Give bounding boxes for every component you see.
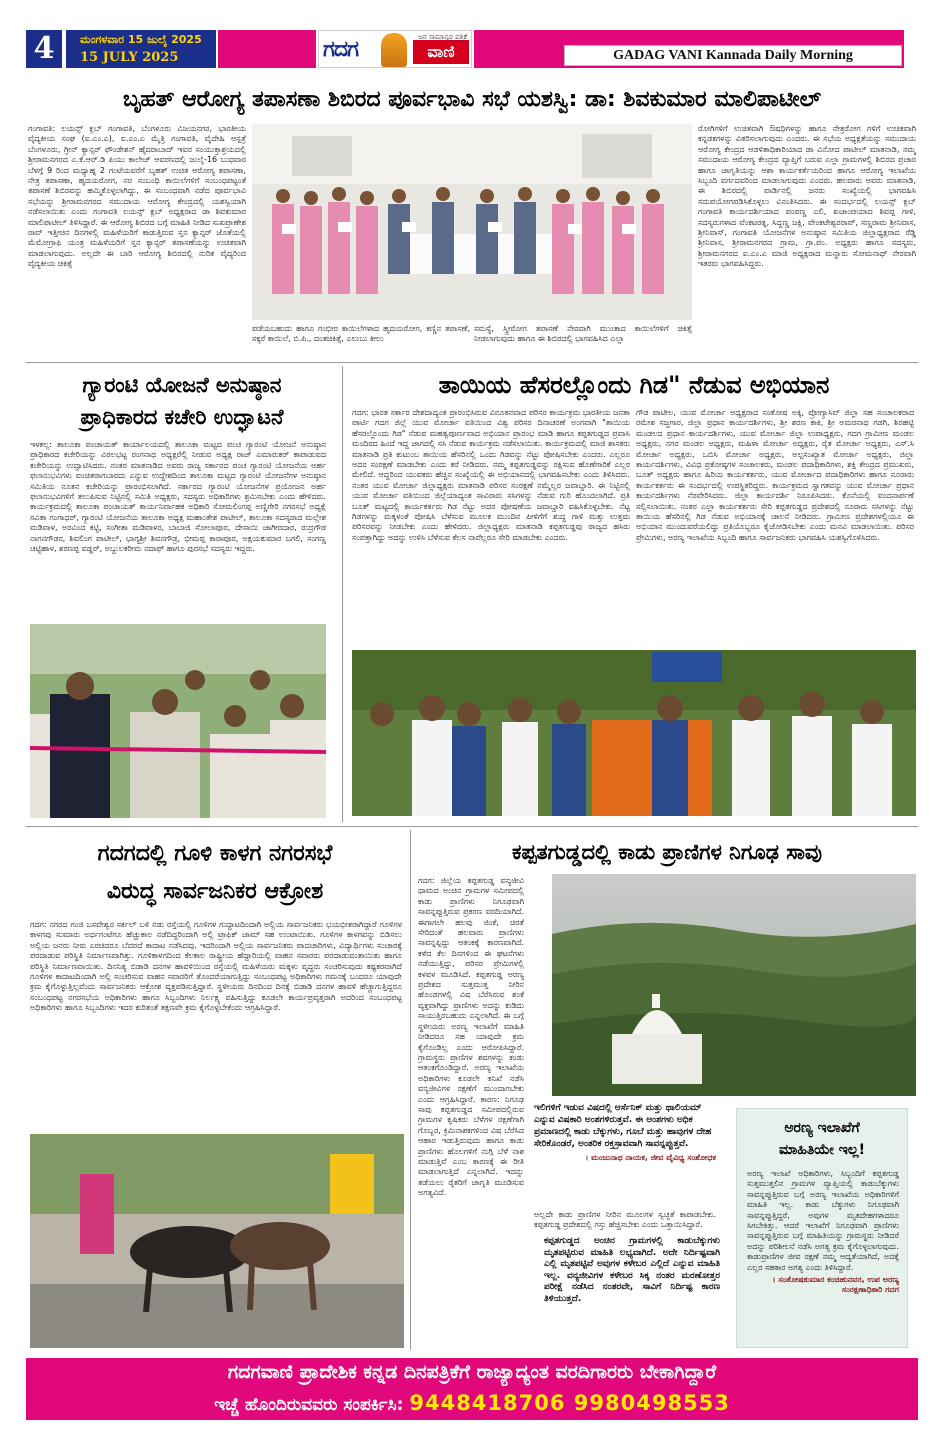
divider xyxy=(26,362,918,363)
sidebox-signature: । ಸಂತೋಷಕುಮಾರ ಕಂಚಿಹುನವರ, ಉಪ ಅರಣ್ಯ ಸಂರಕ್ಷಣಾಧಿಕಾರಿ ಗದಗ xyxy=(772,1275,899,1295)
logo-text-vani: ವಾಣಿ xyxy=(413,40,469,64)
story2-photo xyxy=(30,624,326,818)
story1-col1: ಗಂಗಾವತಿ: ಲಯನ್ಸ್ ಕ್ಲಬ್ ಗಂಗಾವತಿ, ಬೆಂಗಳೂರು ವಿಜಯನಗರ, ಭಾರತೀಯ ವೈದ್ಯಕೀಯ ಸಂಘ (ಐ.ಎಂ.ಎ), ಐ.ಎಂ.ಎ ಮೈತ್ರಿ ಗಂಗಾವತಿ, ವೈದೇಹಿ ಆಸ್ಪತ್ರೆ ಬೆಂಗಳೂರು, ಗ್ರೀನ್ ಕ್ಯಾನ್ಸರ್ ಫೌಂಡೇಶನ್ ಹೈದರಾಬಾದ್ ಇವರ ಸಂಯುಕ್ತಾಶ್ರಯದಲ್ಲಿ ಶ್ರೀರಾಮನಗರದ ಎ.ಕೆ.ಆರ್.ಡಿ ಪಿಯು ಕಾಲೇಜ್ ಆವರಣದಲ್ಲಿ ಜುಲೈ-16 ಬುಧವಾರ ಬೆಳಗ್ಗೆ 9 ರಿಂದ ಮಧ್ಯಾಹ್ನ 2 ಗಂಟೆಯವರೆಗೆ ಬೃಹತ್ ಉಚಿತ ಆರೋಗ್ಯ ತಪಾಸಣಾ, ನೇತ್ರ ತಪಾಸಣಾ, ಹೃದಯರೋಗ, ನರ ಸಂಬಂಧಿ ಕಾಯಿಲೆಗಳಿಗೆ ಸಂಬಂಧಪಟ್ಟಂತೆ ತಪಾಸಣೆ ಶಿಬಿರವನ್ನು ಹಮ್ಮಿಕೊಳ್ಳಲಾಗಿದ್ದು, ಈ ಸಂಬಂಧವಾಗಿ ನಡೆದ ಪೂರ್ವಭಾವಿ ಸಭೆಯನ್ನು ಶ್ರೀರಾಮನಗರದ ಸಮುದಾಯ ಆರೋಗ್ಯ ಕೇಂದ್ರದಲ್ಲಿ ಯಶಸ್ವಿಯಾಗಿ ನಡೆಸಲಾಯಿತು ಎಂದು ಗಂಗಾವತಿ ಲಯನ್ಸ್ ಕ್ಲಬ್ ಅಧ್ಯಕ್ಷರಾದ ಡಾ ಶಿವಕುಮಾರ ಮಾಲಿಪಾಟೀಲ್ ತಿಳಿಸಿದ್ದಾರೆ. ಈ ಆರೋಗ್ಯ ಶಿಬಿರದ ಬಗ್ಗೆ ಮಾಹಿತಿ ನೀಡಿದ ಸುಖಪ್ರಾಣೇಶ ರಾವ್ ಇತ್ತೀಚಿನ ದಿನಗಳಲ್ಲಿ ಮಹಿಳೆಯರಿಗೆ ಕಾಡುತ್ತಿರುವ ಸ್ತನ ಕ್ಯಾನ್ಸರ್ ಜೊತೆಯಲ್ಲಿ ಮೆಮೋಗ್ರಾಫಿ ಯಂತ್ರ ಮಹಿಳೆಯರಿಗೆ ಸ್ತನ ಕ್ಯಾನ್ಸರ್ ತಪಾಸಣೆಯನ್ನು ಉಚಿತವಾಗಿ ಮಾಡಲಾಗುವುದು. ಅಲ್ಲದೇ ಈ ಬಾರಿ ಆರೋಗ್ಯ ಶಿಬಿರದಲ್ಲಿ ನುರಿತ ವೈದ್ಯರಿಂದ ವೈದ್ಯಕೀಯ ಚಿಕಿತ್ಸೆ xyxy=(28,124,246,269)
sidebox-title-line1: ಅರಣ್ಯ ಇಲಾಖೆಗೆ xyxy=(784,1120,860,1136)
date-kannada: ಮಂಗಳವಾರ 15 ಜುಲೈ 2025 xyxy=(80,33,202,46)
story4-headline-line1: ಗದಗದಲ್ಲಿ ಗೂಳಿ ಕಾಳಗ ನಗರಸಭೆ xyxy=(97,841,333,866)
divider xyxy=(342,366,343,822)
header-band-left xyxy=(218,30,316,68)
story2-body: ಇಳಕಲ್ಲ: ತಾಲೂಕಾ ಪಂಚಾಯತ್ ಕಾರ್ಯಾಲಯದಲ್ಲಿ ತಾಲೂಕಾ ಮಟ್ಟದ ಪಂಚ ಗ್ಯಾರಂಟಿ ಯೋಜನೆ ಅನುಷ್ಠಾನ ಪ್ರಾಧಿಕಾರದ ಕಚೇರಿಯನ್ನು ವಿಠಲಭಟ್ಟ ರಂಗನಾಥ ಅಧ್ಯಕ್ಷರೆಲ್ಲಿ ನೀಡುವ ಅಧ್ಯಕ್ಷ ರಾಜ್ ಎಮಾರುಕರ್ ಕಾಪಾಡುವದ ಕಚೇರಿಯನ್ನು ಉದ್ಘಾಟಿಸಿದರು. ನಂತರ ಮಾತನಾಡಿದ ಅವರು ರಾಜ್ಯ ಸರ್ಕಾರದ ಪಂಚ ಗ್ಯಾರಂಟಿ ಯೋಜನೆಯ ಅರ್ಹ ಫಲಾನುಭವಿಗಳು ವಂಚಿತರಾಗಬಾರದು ಎನ್ನುವ ಉದ್ದೇಶದಿಂದ ತಾಲೂಕಾ ಮಟ್ಟದ ಗ್ಯಾರಂಟಿ ಯೋಜನೆಗಳ ಅನುಷ್ಠಾನ ಸಮಿತಿಯ ನೂತನ ಕಚೇರಿಯನ್ನು ಪ್ರಾರಂಭಿಸಲಾಗಿದೆ. ಸರ್ಕಾರದ ಗ್ಯಾರಂಟಿ ಯೋಜನೆಗಳ ಪ್ರಯೋಜನ ಅರ್ಹ ಫಲಾನುಭವಿಗಳಿಗೆ ತಲುಪಿಸುವ ನಿಟ್ಟಿನಲ್ಲಿ ಸಮಿತಿ ಅಧ್ಯಕ್ಷರು, ಸದಸ್ಯರು ಅಧಿಕಾರಿಗಳು ಶ್ರಮಿಸಬೇಕು ಎಂದು ಹೇಳಿದರು. ಕಾರ್ಯಕ್ರಮದಲ್ಲಿ ತಾಲೂಕಾ ಪಂಚಾಯತ್ ಕಾರ್ಯನಿರ್ವಾಹಕ ಅಧಿಕಾರಿ ಸೋಮಲಿಂಗಪ್ಪ ಅಣ್ಣಿಗೇರಿ ನಗರಸಭೆ ಅಧ್ಯಕ್ಷೆ ಸವಿತಾ ಗಂಗಾಧರ್, ಗ್ಯಾರಂಟಿ ಯೋಜನೆಯ ತಾಲೂಕಾ ಅಧ್ಯಕ್ಷ ಮಹಾಂತೇಶ ಪಾಟೀಲ್, ತಾಲೂಕಾ ಸದಸ್ಯರಾದ ಮಲ್ಲೇಶ ಮಡಿವಾಳ, ಅರವಿಂದ ಕಟ್ಟಿ, ಸಂಗೀತಾ ಮಡಿವಾಳರ, ಬಾಬಾಜಿ ಸೋಲಾಪೂರ, ದೇಸಾಯಿ ಜಾಗೀರದಾರ, ರುದ್ರಗೌಡ ನಾಗನಗೌಡರ, ಶಿವಲಿಂಗ ಪಾಟೀಲ್, ಭಾಗ್ಯಶ್ರೀ ಶಿವನಗೌಡ್ರ, ಭೀಮಪ್ಪ ಕಾರಾಪೂರ, ಅಕ್ಷಯಕುಮಾರ ಬಗಲಿ, ಸಂಗಣ್ಣ ಚಟ್ಟಿಹಾಳ, ಶರಣಪ್ಪ ವಡ್ಡರ್, ಅಬ್ದುಲಕರೀಮ ನದಾಫ್ ಹಾಗೂ ಪುರಸಭೆ ಸದಸ್ಯರು ಇದ್ದರು. xyxy=(30,440,326,554)
masthead-logo xyxy=(318,30,472,68)
story1-headline: ಬೃಹತ್ ಆರೋಗ್ಯ ತಪಾಸಣಾ ಶಿಬಿರದ ಪೂರ್ವಭಾವಿ ಸಭೆ ಯಶಸ್ವಿ: ಡಾ: ಶಿವಕುಮಾರ ಮಾಲಿಪಾಟೀಲ್ xyxy=(122,87,822,112)
story5-col1: ಗದಗ: ಜಿಲ್ಲೆಯ ಕಪ್ಪತಗುಡ್ಡ ವನ್ಯಜೀವಿ ಧಾಮದ ಅಂಚಿನ ಗ್ರಾಮಗಳ ಸಮೀಪದಲ್ಲಿ ಕಾಡು ಪ್ರಾಣಿಗಳು ನಿಗೂಢವಾಗಿ ಸಾವನ್ನಪ್ಪುತ್ತಿರುವ ಪ್ರಕರಣ ವರದಿಯಾಗಿದೆ. ಈಗಾಗಲೇ ಹಲವು ಜಿಂಕೆ, ಚಿರತೆ ಸೇರಿದಂತೆ ಹಲವಾರು ಪ್ರಾಣಿಗಳು ಸಾವನ್ನಪ್ಪಿದ್ದು ಆತಂಕಕ್ಕೆ ಕಾರಣವಾಗಿದೆ. ಕಳೆದ ಕೆಲ ದಿನಗಳಿಂದ ಈ ಘಟನೆಗಳು ನಡೆಯುತ್ತಿದ್ದು, ಪರಿಸರ ಪ್ರೇಮಿಗಳಲ್ಲಿ ಕಳವಳ ಮೂಡಿಸಿದೆ. ಕಪ್ಪತಗುಡ್ಡ ಅರಣ್ಯ ಪ್ರದೇಶದ ಸುತ್ತಮುತ್ತ ನೀರಿನ ಹೊಂಡಗಳಲ್ಲಿ ವಿಷ ಬೆರೆಸಿರುವ ಶಂಕೆ ವ್ಯಕ್ತವಾಗಿದ್ದು ಪ್ರಾಣಿಗಳು ಅದನ್ನು ಕುಡಿದು ಸಾಯುತ್ತಿರಬಹುದು ಎನ್ನಲಾಗಿದೆ. ಈ ಬಗ್ಗೆ ಸ್ಥಳೀಯರು ಅರಣ್ಯ ಇಲಾಖೆಗೆ ಮಾಹಿತಿ ನೀಡಿದರೂ ಸಹ ಯಾವುದೇ ಕ್ರಮ ಕೈಗೊಂಡಿಲ್ಲ ಎಂದು ಆರೋಪಿಸಿದ್ದಾರೆ. ಗ್ರಾಮಸ್ಥರು ಪ್ರಾಣಿಗಳ ಶವಗಳನ್ನು ಕಂಡು ಆತಂಕಗೊಂಡಿದ್ದಾರೆ. ಅರಣ್ಯ ಇಲಾಖೆಯ ಅಧಿಕಾರಿಗಳು ಕೂಡಲೇ ತನಿಖೆ ನಡೆಸಿ ವನ್ಯಜೀವಿಗಳ ರಕ್ಷಣೆಗೆ ಮುಂದಾಗಬೇಕು ಎಂದು ಆಗ್ರಹಿಸಿದ್ದಾರೆ. ಕಾರಣ: ನಿಗೂಢ ಸಾವು ಕಪ್ಪತಗುಡ್ಡದ ಸಮೀಪದಲ್ಲಿರುವ ಗ್ರಾಮಗಳ ಕೃಷಿಕರು ಬೆಳೆಗಳ ರಕ್ಷಣೆಗಾಗಿ ಗೊಬ್ಬರ, ಕ್ರಿಮಿನಾಶಕಗಳಿಂದ ವಿಷ ಬೆರೆಸಿದ ಆಹಾರ ಇಡುತ್ತಿರುವುದು ಹಾಗೂ ಕಾಡು ಪ್ರಾಣಿಗಳು ಹೊಲಗಳಿಗೆ ನುಗ್ಗಿ ಬೆಳೆ ನಾಶ ಮಾಡುತ್ತಿವೆ ಎಂಬ ಕಾರಣಕ್ಕೆ ಈ ರೀತಿ ಮಾಡಲಾಗುತ್ತಿದೆ ಎನ್ನಲಾಗಿದೆ. ಇದನ್ನು ತಡೆಯಲು ರೈತರಿಗೆ ಜಾಗೃತಿ ಮೂಡಿಸುವ ಅಗತ್ಯವಿದೆ. xyxy=(418,876,524,1198)
paper-name: GADAG VANI Kannada Daily Morning xyxy=(564,45,902,66)
story1-photo xyxy=(252,124,692,320)
story4-photo xyxy=(30,1134,404,1348)
logo-tagline: ಜನ ಸಾಮಾನ್ಯರ ಪತ್ರಿಕೆ xyxy=(418,33,467,41)
date-block xyxy=(66,30,216,68)
divider xyxy=(410,830,411,1350)
quote-text: ಇಲಿಗಳಿಗೆ ಇಡುವ ವಿಷದಲ್ಲಿ ಆರ್ಸೆನಿಕ್ ಮತ್ತು ಥಾಲಿಯಮ್ ಎನ್ನುವ ವಿಷಕಾರಿ ಅಂಶಗಳಿರುತ್ತವೆ. ಈ ಅಂಶಗಳು ಅಧಿಕ ಪ್ರಮಾಣದಲ್ಲಿ ಕಾಡು ಬೆಕ್ಕುಗಳು, ಗೂಬೆ ಮತ್ತು ಹಾವುಗಳ ದೇಹ ಸೇರಿಕೊಂಡರೆ, ಅಂತರಿಕ ರಕ್ತಸ್ರಾವವಾಗಿ ಸಾವನ್ನಪ್ಪುತ್ತವೆ. xyxy=(534,1103,712,1149)
divider xyxy=(26,826,918,827)
story1-col3: ಸಮಸ್ಯೆ, ಸ್ತ್ರೀರೋಗ ತಪಾಸಣೆ ನೇರವಾಗಿ ಮುಂತಾದ ಕಾಯಿಲೆಗಳಿಗೆ ಚಿಕಿತ್ಸೆ ನೀಡಲಾಗುವುದು ಹಾಗೂ ಈ ಶಿಬಿರದಲ್ಲಿ ಭಾಗವಹಿಸಿದ ಎಲ್ಲಾ xyxy=(474,324,692,344)
story5-col2: ಅಲ್ಲದೇ ಕಾಡು ಪ್ರಾಣಿಗಳ ನೀರಿನ ಮೂಲಗಳ ಸ್ವಚ್ಛತೆ ಕಾಪಾಡಬೇಕು. ಕಪ್ಪತಗುಡ್ಡ ಪ್ರದೇಶದಲ್ಲಿ ಗಸ್ತು ಹೆಚ್ಚಿಸಬೇಕು ಎಂದು ಒತ್ತಾಯಿಸಿದ್ದಾರೆ. xyxy=(534,1210,716,1230)
story3-col1: ಗದಗ: ಭಾರತ ಸರ್ಕಾರ ದೇಶದಾದ್ಯಂತ ಪ್ರಾರಂಭಿಸಿರುವ ವಿನೂತನವಾದ ಪರಿಸರ ಕಾರ್ಯಕ್ರಮ ಭಾರತೀಯ ಜನತಾ ಪಾರ್ಟಿ ಗದಗ ಜಿಲ್ಲೆ ಯುವ ಮೋರ್ಚಾ ವತಿಯಿಂದ ವಿಶ್ವ ಪರಿಸರ ದಿನಾಚರಣೆ ಅಂಗವಾಗಿ "ತಾಯಿಯ ಹೆಸರಲ್ಲೊಂದು ಗಿಡ" ನೆಡುವ ಮಹತ್ವಪೂರ್ಣವಾದ ಅಭಿಯಾನ ಪ್ರಾರಂಭ ಮಾಡಿ ಹಾಗೂ ಕಪ್ಪತಗುಡ್ಡದ ಪ್ರವಾಸಿ ಮಂದಿರದ ಹಿಂದೆ ಇದ್ದ ಜಾಗದಲ್ಲಿ ಸಸಿ ನೆಡುವ ಕಾರ್ಯಕ್ರಮ ನಡೆಸಲಾಯಿತು. ಕಾರ್ಯಕ್ರಮದಲ್ಲಿ ಮಾಜಿ ಶಾಸಕರು ಮಾತನಾಡಿ ಪ್ರತಿ ಕುಟುಂಬ ತಾಯಿಯ ಹೆಸರಿನಲ್ಲಿ ಒಂದು ಗಿಡವನ್ನು ನೆಟ್ಟು ಪೋಷಿಸಬೇಕು ಎಂದರು. ಎಲ್ಲರೂ ಅದರ ಸಂರಕ್ಷಣೆ ಮಾಡಬೇಕು ಎಂದು ಕರೆ ನೀಡಿದರು. ನಮ್ಮ ಕಪ್ಪತಗುಡ್ಡವನ್ನು ರಕ್ಷಿಸುವ ಹೊಣೆಗಾರಿಕೆ ಎಲ್ಲರ ಮೇಲಿದೆ. ಆದ್ದರಿಂದ ಯುವಕರು ಹೆಚ್ಚಿನ ಸಂಖ್ಯೆಯಲ್ಲಿ ಈ ಅಭಿಯಾನದಲ್ಲಿ ಭಾಗವಹಿಸಬೇಕು ಎಂದು ತಿಳಿಸಿದರು. ನಂತರ ಯುವ ಮೋರ್ಚಾ ಜಿಲ್ಲಾಧ್ಯಕ್ಷರು ಮಾತನಾಡಿ ಪರಿಸರ ಸಂರಕ್ಷಣೆ ನಮ್ಮೆಲ್ಲರ ಜವಾಬ್ದಾರಿ. ಈ ನಿಟ್ಟಿನಲ್ಲಿ ಯುವ ಮೋರ್ಚಾ ವತಿಯಿಂದ ಜಿಲ್ಲೆಯಾದ್ಯಂತ ಸಾವಿರಾರು ಸಸಿಗಳನ್ನು ನೆಡುವ ಗುರಿ ಹೊಂದಲಾಗಿದೆ. ಪ್ರತಿ ಬೂತ್ ಮಟ್ಟದಲ್ಲಿ ಕಾರ್ಯಕರ್ತರು ಗಿಡ ನೆಟ್ಟು ಅದರ ಪೋಷಣೆಯ ಜವಾಬ್ದಾರಿ ವಹಿಸಿಕೊಳ್ಳಬೇಕು. ನೆಟ್ಟ ಗಿಡಗಳನ್ನು ಮಕ್ಕಳಂತೆ ಪೋಷಿಸಿ ಬೆಳೆಸುವ ಮೂಲಕ ಮುಂದಿನ ಪೀಳಿಗೆಗೆ ಶುದ್ಧ ಗಾಳಿ ಮತ್ತು ಉತ್ತಮ ಪರಿಸರವನ್ನು ನೀಡಬೇಕು ಎಂದು ಹೇಳಿದರು. ಜಿಲ್ಲಾಧ್ಯಕ್ಷರು ಮಾತನಾಡಿ ಕಪ್ಪತಗುಡ್ಡವು ರಾಜ್ಯದ ಹಸಿರು ಸಂಪತ್ತಾಗಿದ್ದು ಅದನ್ನು ಉಳಿಸಿ ಬೆಳೆಸುವ ಕೆಲಸ ನಾವೆಲ್ಲರೂ ಸೇರಿ ಮಾಡಬೇಕು ಎಂದರು. xyxy=(352,408,630,542)
story5-headline: ಕಪ್ಪತಗುಡ್ಡದಲ್ಲಿ ಕಾಡು ಪ್ರಾಣಿಗಳ ನಿಗೂಢ ಸಾವು xyxy=(512,840,822,864)
story4-body: ಗದಗ: ನಗರದ ಗಂಜಿ ಬಸವೇಶ್ವರ ಸರ್ಕಲ್ ಬಳಿ ನಡು ರಸ್ತೆಯಲ್ಲಿ ಗೂಳಿಗಳ ಗುದ್ದಾಟದಿಂದಾಗಿ ಅಲ್ಲಿಯ ಸಾರ್ವಜನಿಕರು ಭಯಭೀತರಾಗಿದ್ದಾರೆ ಗೂಳಿಗಳ ಕಾಳಗವು ಸುಮಾರು ಅರ್ಧಗಂಟೆಗೂ ಹೆಚ್ಚುಕಾಲ ನಡೆದಿದ್ದರಿಂದಾಗಿ ಅಲ್ಲಿ ಟ್ರಾಫಿಕ್ ಜಾಮ್ ಸಹ ಉಂಟಾಯಿತು. ಗೂಳಿಗಳ ಕಾಳಗವನ್ನು ಬಿಡಿಸಲು ಅಲ್ಲಿಯ ಜನರು ನೀರು ಎರಚಿದರೂ ಬೆದರದೆ ಕಾದಾಟ ನಡೆಸಿದವು. ಇದರಿಂದಾಗಿ ಅಲ್ಲಿಯ ಸಾರ್ವಜನಿಕರು ಪಾದಚಾರಿಗಳು, ವಿದ್ಯಾರ್ಥಿಗಳು ಸಂಚಾರಕ್ಕೆ ಪರದಾಡುವ ಪರಿಸ್ಥಿತಿ ನಿರ್ಮಾಣವಾಗಿತ್ತು. ಗೂಳಿಕಾಳಗದಿಂದ ಕೆಲಕಾಲ ರಾಷ್ಟ್ರೀಯ ಹೆದ್ದಾರಿಯಲ್ಲಿ ವಾಹನ ಸವಾರರು ಪರದಾಡುವಂತಾಯಿತು ಹಾಗೂ ಪರಿಸ್ಥಿತಿ ನಿರ್ಮಾಣವಾಯಿತು. ದಿನನಿತ್ಯ ಬಿಡಾಡಿ ದನಗಳ ಹಾವಳಿಯಿಂದ ರಸ್ತೆಯಲ್ಲಿ ಮಹಿಳೆಯರು ಮಕ್ಕಳು ವೃದ್ಧರು ಸಂಚರಿಸುವುದು ಕಷ್ಟಕರವಾಗಿದೆ ಗೂಳಿಗಳ ಕಾದಾಟದಿಂದಾಗಿ ಅಲ್ಲಿ ಸಂಚರಿಸುವ ವಾಹನ ಸವಾರರಿಗೆ ತೊಂದರೆಯಾಗುತ್ತಿದ್ದು ಸಂಬಂಧಪಟ್ಟ ಅಧಿಕಾರಿಗಳು ಗಮನಕ್ಕೆ ಬಂದರೂ ಯಾವುದೇ ಕ್ರಮ ಕೈಗೊಳ್ಳುತ್ತಿಲ್ಲವೆಂದು ಸಾರ್ವಜನಿಕರು ಆಕ್ರೋಶ ವ್ಯಕ್ತಪಡಿಸುತ್ತಿದ್ದಾರೆ. ಸ್ಥಳೀಯರು ದಿನದಿಂದ ದಿನಕ್ಕೆ ಬಿಡಾಡಿ ದನಗಳ ಹಾವಳಿ ಹೆಚ್ಚಾಗುತ್ತಿದ್ದರೂ ಸಂಬಂಧಪಟ್ಟ ನಗರಸಭೆಯ ಅಧಿಕಾರಿಗಳು ಹಾಗೂ ಸಿಬ್ಬಂದಿಗಳು ನಿರ್ಲಕ್ಷ್ಯ ವಹಿಸುತ್ತಿದ್ದು ಕೂಡಲೇ ಕಾರ್ಯಪ್ರವೃತ್ತರಾಗಿ ಅದರಿಂದ ಸಂಬಂಧಪಟ್ಟ ಅಧಿಕಾರಿಗಳು ಹಾಗೂ ಸಿಬ್ಬಂದಿಗಳು ಇದರ ಕುರಿತಂತೆ ತಕ್ಷಣವೇ ಕ್ರಮ ಕೈಗೊಳ್ಳಬೇಕೆಂದು ಆಗ್ರಹಿಸಿದ್ದಾರೆ. xyxy=(30,920,402,1013)
story1-col2: ಪಡೆಯಬಹುದು ಹಾಗೂ ಗಂಭೀರ ಕಾಯಿಲೆಗಳಾದ ಹೃದಯರೋಗ, ಕಣ್ಣಿನ ತಪಾಸಣೆ, ಸಕ್ಕರೆ ಕಾಯಿಲೆ, ಬಿ.ಪಿ., ದಂತಚಿಕಿತ್ಸೆ, ಎಲುಬು ಕೀಲು xyxy=(252,324,470,344)
header-band-right xyxy=(474,30,904,68)
story3-headline: ತಾಯಿಯ ಹೆಸರಲ್ಲೊಂದು ಗಿಡ" ನೆಡುವ ಅಭಿಯಾನ xyxy=(438,371,830,399)
story5-photo xyxy=(552,874,916,1096)
logo-figure-icon xyxy=(381,33,407,67)
forest-dept-sidebox xyxy=(736,1108,908,1348)
story5-col3: ಕಪ್ಪತಗುಡ್ಡದ ಅಂಚಿನ ಗ್ರಾಮಗಳಲ್ಲಿ ಕಾಡುಬೆಕ್ಕುಗಳು ಮೃತಪಟ್ಟಿರುವ ಮಾಹಿತಿ ಲಭ್ಯವಾಗಿದೆ. ಅದೇ ನಿರ್ದಿಷ್ಟವಾಗಿ ಎಲ್ಲಿ ಮೃತಪಟ್ಟಿವೆ ಅವುಗಳ ಕಳೇಬರ ಎಲ್ಲಿದೆ ಎನ್ನುವ ಮಾಹಿತಿ ಇಲ್ಲ. ವನ್ಯಜೀವಿಗಳ ಕಳೇಬರ ಸಿಕ್ಕ ನಂತರ ಮರಣೋತ್ತರ ಪರೀಕ್ಷೆ ನಡೆಸಿದ ನಂತರವೇ, ಸಾವಿಗೆ ನಿರ್ದಿಷ್ಟ ಕಾರಣ ತಿಳಿಯುತ್ತದೆ. xyxy=(544,1236,720,1304)
story4-headline-line2: ವಿರುದ್ಧ ಸಾರ್ವಜನಿಕರ ಆಕ್ರೋಶ xyxy=(106,879,324,904)
story3-col2: ಗೌಡ ಪಾಟೀಲ, ಯುವ ಮೋರ್ಚಾ ಅಧ್ಯಕ್ಷರಾದ ಸಂತೋಷ ಅಕ್ಕಿ, ಪ್ರೋಗ್ಯಾಸಿವ್ ಜಿಲ್ಲಾ ಸಹ ಸಂಚಾಲಕರಾದ ರಮೇಶ ಸಜ್ಜಗಾರ, ಜಿಲ್ಲಾ ಪ್ರಧಾನ ಕಾರ್ಯದರ್ಶಿಗಳು, ಶ್ರೀ ಶರಣ ಕಾಕಿ, ಶ್ರೀ ಅಮರನಾಥ ಗಡಗಿ, ಶಿರಹಟ್ಟಿ ಮಂಡಲದ ಪ್ರಧಾನ ಕಾರ್ಯದರ್ಶಿಗಳು, ಯುವ ಮೋರ್ಚಾ ಜಿಲ್ಲಾ ಉಪಾಧ್ಯಕ್ಷರು, ಗದಗ ಗ್ರಾಮೀಣ ಮಂಡಲ ಅಧ್ಯಕ್ಷರು, ನಗರ ಮಂಡಲ ಅಧ್ಯಕ್ಷರು, ಮಹಿಳಾ ಮೋರ್ಚಾ ಅಧ್ಯಕ್ಷರು, ರೈತ ಮೋರ್ಚಾ ಅಧ್ಯಕ್ಷರು, ಎಸ್.ಸಿ ಮೋರ್ಚಾ ಅಧ್ಯಕ್ಷರು, ಒಬಿಸಿ ಮೋರ್ಚಾ ಅಧ್ಯಕ್ಷರು, ಅಲ್ಪಸಂಖ್ಯಾತ ಮೋರ್ಚಾ ಅಧ್ಯಕ್ಷರು, ಜಿಲ್ಲಾ ಕಾರ್ಯದರ್ಶಿಗಳು, ವಿವಿಧ ಪ್ರಕೋಷ್ಠಗಳ ಸಂಚಾಲಕರು, ಮಂಡಲ ಪದಾಧಿಕಾರಿಗಳು, ಶಕ್ತಿ ಕೇಂದ್ರದ ಪ್ರಮುಖರು, ಬೂತ್ ಅಧ್ಯಕ್ಷರು ಹಾಗೂ ಹಿರಿಯ ಕಾರ್ಯಕರ್ತರು, ಯುವ ಮೋರ್ಚಾದ ಪದಾಧಿಕಾರಿಗಳು ಹಾಗೂ ನೂರಾರು ಕಾರ್ಯಕರ್ತರು ಈ ಸಂದರ್ಭದಲ್ಲಿ ಉಪಸ್ಥಿತರಿದ್ದರು. ಕಾರ್ಯಕ್ರಮದ ಸ್ವಾಗತವನ್ನು ಯುವ ಮೋರ್ಚಾ ಪ್ರಧಾನ ಕಾರ್ಯದರ್ಶಿಗಳು ನೆರವೇರಿಸಿದರು. ಜಿಲ್ಲಾ ಕಾರ್ಯದರ್ಶಿ ನಿರೂಪಿಸಿದರು. ಕೊನೆಯಲ್ಲಿ ವಂದನಾರ್ಪಣೆ ಸಲ್ಲಿಸಲಾಯಿತು. ನಂತರ ಎಲ್ಲಾ ಕಾರ್ಯಕರ್ತರು ಸೇರಿ ಕಪ್ಪತಗುಡ್ಡದ ಪ್ರದೇಶದಲ್ಲಿ ನೂರಾರು ಸಸಿಗಳನ್ನು ನೆಟ್ಟು ತಾಯಿಯ ಹೆಸರಿನಲ್ಲಿ ಗಿಡ ನೆಡುವ ಅಭಿಯಾನಕ್ಕೆ ಚಾಲನೆ ನೀಡಿದರು. ಗ್ರಾಮೀಣ ಪ್ರದೇಶಗಳಲ್ಲಿಯೂ ಈ ಅಭಿಯಾನ ಮುಂದುವರೆಯಲಿದ್ದು ಪ್ರತಿಯೊಬ್ಬರೂ ಕೈಜೋಡಿಸಬೇಕು ಎಂದು ಮನವಿ ಮಾಡಲಾಯಿತು. ಪರಿಸರ ಪ್ರೇಮಿಗಳು, ಅರಣ್ಯ ಇಲಾಖೆಯ ಸಿಬ್ಬಂದಿ ಹಾಗೂ ಸಾರ್ವಜನಿಕರು ಭಾಗವಹಿಸಿ ಯಶಸ್ವಿಗೊಳಿಸಿದರು. xyxy=(636,408,914,542)
date-english: 15 JULY 2025 xyxy=(80,50,179,65)
page-number: 4 xyxy=(26,30,62,68)
story3-photo xyxy=(352,650,916,816)
quote-source: । ಮಂಜುನಾಥ ನಾಯಕ, ಜೀವ ವೈವಿಧ್ಯ ಸಂಶೋಧಕ xyxy=(585,1153,716,1162)
story1-col4: ರೋಗಿಗಳಿಗೆ ಉಚಿತವಾಗಿ ಔಷಧಿಗಳನ್ನು ಹಾಗೂ ನೇತ್ರರೋಗ ಗಳಿಗೆ ಉಚಿತವಾಗಿ ಕನ್ನಡಕಗಳನ್ನು ವಿತರಿಸಲಾಗುವುದು ಎಂದರು. ಈ ಸಭೆಯ ಅಧ್ಯಕ್ಷತೆಯನ್ನು ಸಮುದಾಯ ಆರೋಗ್ಯ ಕೇಂದ್ರದ ಆಡಳಿತಾಧಿಕಾರಿಯಾದ ಡಾ ವಿನೋದ ಪಾಟೀಲ್ ಮಾತನಾಡಿ, ನಮ್ಮ ಸಮುದಾಯ ಆರೋಗ್ಯ ಕೇಂದ್ರದ ವ್ಯಾಪ್ತಿಗೆ ಬರುವ ಎಲ್ಲಾ ಗ್ರಾಮಗಳಲ್ಲಿ ಶಿಬಿರದ ಪ್ರಚಾರ ಹಾಗೂ ಜಾಗೃತಿಯನ್ನು ಆಶಾ ಕಾರ್ಯಕರ್ತೆಯರಿಂದ ಹಾಗೂ ಆರೋಗ್ಯ ಇಲಾಖೆಯ ಸಿಬ್ಬಂದಿ ವರ್ಗದವರಿಂದ ಮಾಡಲಾಗುವುದು ಎಂದರು. ಹಲವಾರು ಅವರು ಮಾತನಾಡಿ, ಈ ಶಿಬಿರದಲ್ಲಿ ವಾರ್ಡಿನಲ್ಲಿ ಜನರು ಸಂಖ್ಯೆಯಲ್ಲಿ ಭಾಗವಹಿಸಿ ಸದುಪಯೋಗಪಡಿಸಿಕೊಳ್ಳಲು ವಿನಂತಿಸಿದರು. ಈ ಸಂದರ್ಭದಲ್ಲಿ ಲಯನ್ಸ್ ಕ್ಲಬ್ ಗಂಗಾವತಿ ಕಾರ್ಯದರ್ಶಿಯಾದ ಪಂಪಣ್ಣ ಎಲಿ, ಖಜಾಂಚಿಯಾದ ಶಿವಪ್ಪ ಗಾಳಿ, ಸದಸ್ಯರುಗಳಾದ ವೆಂಕಟರತ್ನ, ಸಿದ್ದಣ್ಣ ಜಕ್ಲಿ, ವೇಂಕಟೇಶ್ವರರಾವ್, ಸಣ್ಣರಾಮ ಶ್ರೀನಿವಾಸ, ಶ್ರೀನಿವಾಸ್, ಗಂಗಾವತಿ ಯೋಜನೆಗಳ ಅನುಷ್ಠಾನ ಸಮಿತಿಯ ಜಿಲ್ಲಾಧ್ಯಕ್ಷರಾದ ರೆಡ್ಡಿ ಶ್ರೀನಿವಾಸ, ಶ್ರೀರಾಮನಗರದ ಗ್ರಾಮ, ಗ್ರಾ.ಪಂ. ಅಧ್ಯಕ್ಷರು ಹಾಗೂ ಸದಸ್ಯರು, ಶ್ರೀರಾಮನಗರದ ಐ.ಎಂ.ಎ ಮಾಜಿ ಅಧ್ಯಕ್ಷರಾದ ಮನ್ನಾರು ಸೋಮನಾಥ್ ನೇರವಾಗಿ ಇತರರು ಭಾಗವಹಿಸಿದ್ದರು. xyxy=(698,124,916,269)
expert-quote xyxy=(534,1102,716,1208)
footer-phone-numbers: 9448418706 9980498553 xyxy=(409,1391,730,1415)
logo-text-gadaga: ಗದಗ xyxy=(323,37,359,62)
footer-contact-line xyxy=(26,1386,918,1420)
story2-headline-line2: ಪ್ರಾಧಿಕಾರದ ಕಚೇರಿ ಉದ್ಘಾಟನೆ xyxy=(80,405,284,429)
story2-headline-line1: ಗ್ಯಾರಂಟಿ ಯೋಜನೆ ಅನುಷ್ಠಾನ xyxy=(82,373,282,397)
footer-recruitment-line: ಗದಗವಾಣಿ ಪ್ರಾದೇಶಿಕ ಕನ್ನಡ ದಿನಪತ್ರಿಕೆಗೆ ರಾಜ್ಯಾದ್ಯಂತ ವರದಿಗಾರರು ಬೇಕಾಗಿದ್ದಾರೆ xyxy=(26,1358,918,1386)
sidebox-title-line2: ಮಾಹಿತಿಯೇ ಇಲ್ಲ! xyxy=(779,1142,865,1158)
footer-contact-label: ಇಚ್ಚೆ ಹೊಂದಿರುವವರು ಸಂಪರ್ಕಿಸಿ: xyxy=(214,1395,404,1415)
sidebox-body: ಅರಣ್ಯ ಇಲಾಖೆ ಅಧಿಕಾರಿಗಳು, ಸಿಬ್ಬಂದಿಗೆ ಕಪ್ಪತಗುಡ್ಡ ಸುತ್ತಮುತ್ತಲಿನ ಗ್ರಾಮಗಳ ವ್ಯಾಪ್ತಿಯಲ್ಲಿ ಕಾಡುಬೆಕ್ಕುಗಳು ಸಾವನ್ನಪ್ಪುತ್ತಿರುವ ಬಗ್ಗೆ ಅರಣ್ಯ ಇಲಾಖೆಯ ಅಧಿಕಾರಿಗಳಿಗೆ ಮಾಹಿತಿ ಇಲ್ಲ. ಕಾಡು ಬೆಕ್ಕುಗಳು ನಿಗೂಢವಾಗಿ ಸಾವನ್ನಪ್ಪುತ್ತಿದ್ದರೆ, ಅವುಗಳ ಮೃತದೇಹಗಳಾದರೂ ಸಿಗಬೇಕಿತ್ತು. ಆದರೆ ಇಲಾಖೆಗೆ ನಿಗೂಢವಾಗಿ ಪ್ರಾಣಿಗಳು ಸಾವನ್ನಪ್ಪುತ್ತಿರುವ ಬಗ್ಗೆ ಮಾಹಿತಿಯನ್ನು ಗ್ರಾಮಸ್ಥರು ನೀಡಿದರೆ ಅದನ್ನು ಪರಿಶೀಲನೆ ನಡೆಸಿ ಅಗತ್ಯ ಕ್ರಮ ಕೈಗೊಳ್ಳಲಾಗುವುದು. ಕಾಡುಪ್ರಾಣಿಗಳ ಜೀವ ರಕ್ಷಣೆ ನಮ್ಮ ಆದ್ಯತೆಯಾಗಿದೆ, ಅದಕ್ಕೆ ಎಲ್ಲರ ಸಹಕಾರ ಅಗತ್ಯ ಎಂದು ತಿಳಿಸಿದ್ದಾರೆ. xyxy=(747,1169,899,1272)
